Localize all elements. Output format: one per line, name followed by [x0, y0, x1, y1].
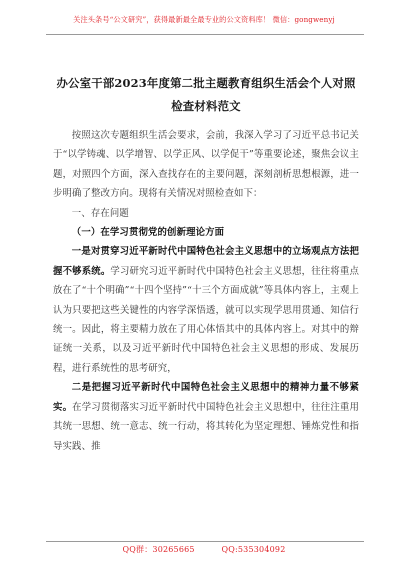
problem-1-lead: 一是对贯穿习近平新时代中国特色社会主义思想中的立场观点方法把握不够系统。 [53, 246, 359, 277]
subsection-heading: （一）在学习贯彻党的创新理论方面 [71, 227, 225, 239]
footer-qq-group: QQ群：30265665 [122, 545, 195, 554]
document-body [53, 126, 359, 456]
footer-qq: QQ:535304092 [221, 545, 286, 554]
document-title: 办公室干部2023年度第二批主题教育组织生活会个人对照检查材料范文 [56, 76, 356, 113]
footer-divider [46, 541, 364, 542]
footer [0, 544, 408, 556]
problem-2-text: 在学习贯彻落实习近平新时代中国特色社会主义思想中，往往注重用其统一思想、统一意志、统一行动，将其转化为坚定理想、锤炼党性和指导实践、推 [53, 401, 359, 452]
problem-paragraph-2 [53, 378, 359, 456]
section-heading: 一、存在问题 [71, 207, 129, 219]
problem-1-text: 学习研究习近平新时代中国特色社会主义思想，往往将重点放在了“十个明确”“十四个坚持”“十三个方面成就”等具体内容上，主观上认为只要把这些关键性的内容学深悟透，就可以实现学思用贯通、知信行统一。因此，将主要精力放在了用心体悟其中的具体内容上。对其中的辩证统一关系，以及习近平新时代中国特色社会主义思想的形成、发展历程，进行系统性的思考研究， [53, 265, 360, 374]
problem-2-lead: 二是把握习近平新时代中国特色社会主义思想中的精神力量不够紧实。 [53, 382, 359, 413]
promo-banner: 关注头条号“公文研究”，获得最新最全最专业的公文资料库！ 微信：gongwenyj [73, 15, 335, 24]
problem-paragraph-1 [53, 242, 359, 378]
intro-paragraph: 按照这次专题组织生活会要求，会前，我深入学习了习近平总书记关于“以学铸魂、以学增智、以学正风、以学促干”等重要论述，聚焦会议主题，对照四个方面，深入查找存在的主要问题，深刻剖析思想根源，进一步明确了整改方向。现将有关情况对照检查如下： [53, 130, 359, 200]
header-divider [46, 34, 364, 35]
